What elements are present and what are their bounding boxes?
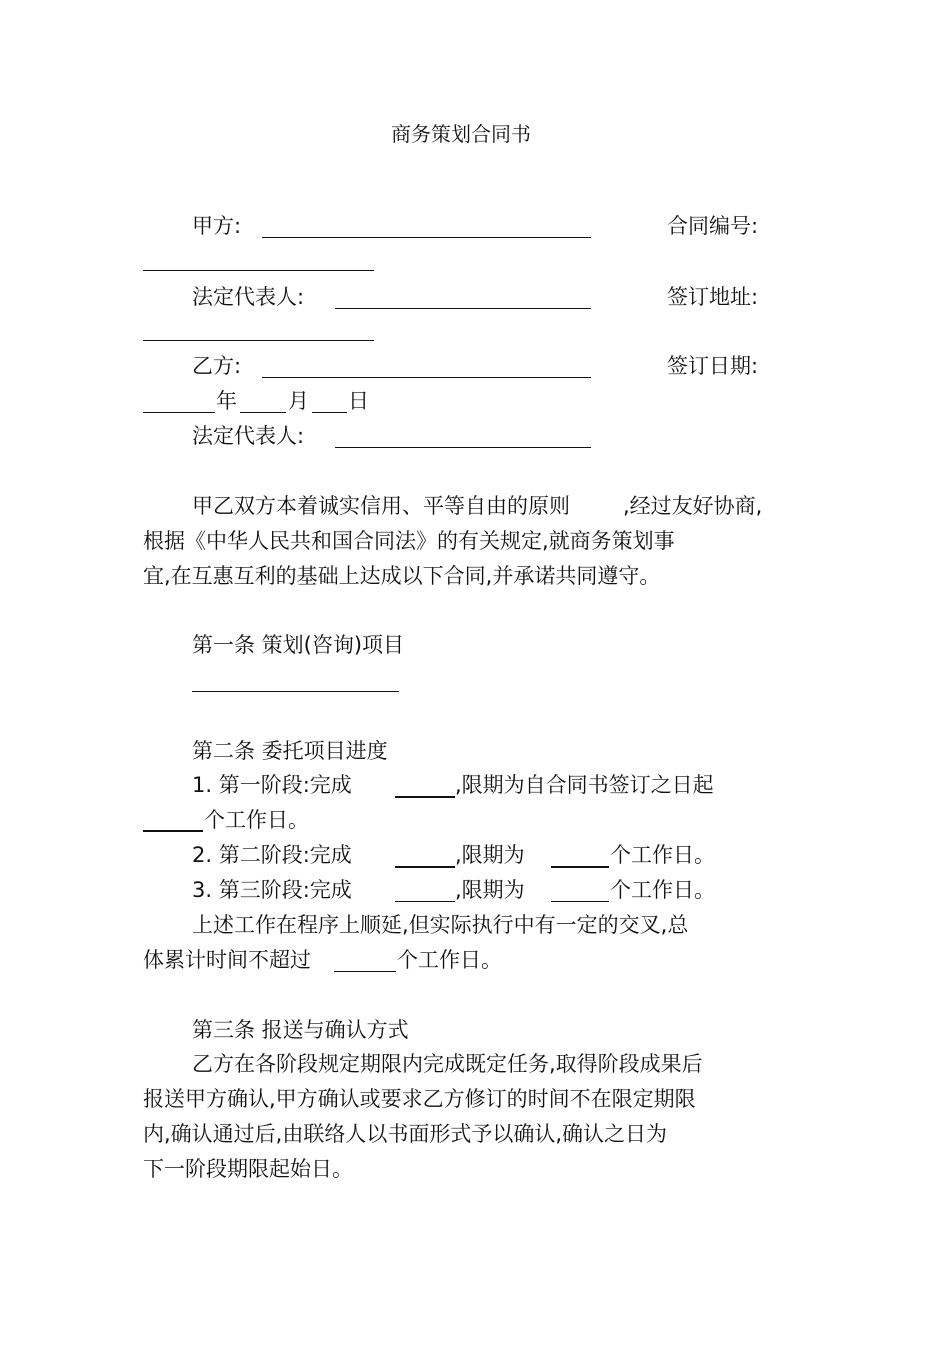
legal-rep-a-blank bbox=[335, 308, 591, 309]
stage-2-days-blank bbox=[551, 866, 609, 868]
article-1-blank bbox=[192, 691, 399, 692]
party-b-blank bbox=[262, 377, 591, 378]
stage-3-label: 3. 第三阶段:完成 bbox=[192, 878, 352, 902]
article-2-para-line-1: 上述工作在程序上顺延,但实际执行中有一定的交叉,总 bbox=[192, 913, 689, 937]
year-blank bbox=[143, 412, 215, 413]
stage-1-term: ,限期为自合同书签订之日起 bbox=[455, 773, 714, 797]
stage-2-task-blank bbox=[395, 866, 455, 868]
page-title: 商务策划合同书 bbox=[391, 122, 531, 146]
article-1-heading: 第一条 策划(咨询)项目 bbox=[192, 633, 405, 657]
legal-rep-b-blank bbox=[335, 447, 591, 448]
stage-1-task-blank bbox=[395, 796, 455, 798]
stage-1-days-label: 个工作日。 bbox=[204, 808, 309, 832]
intro-line-3: 宜,在互惠互利的基础上达成以下合同,并承诺共同遵守。 bbox=[143, 564, 661, 588]
stage-3-task-blank bbox=[395, 901, 455, 902]
sign-date-label: 签订日期: bbox=[667, 354, 759, 378]
article-3-line-2: 报送甲方确认,甲方确认或要求乙方修订的时间不在限定期限 bbox=[143, 1087, 696, 1111]
contract-no-blank bbox=[143, 270, 374, 271]
stage-2-label: 2. 第二阶段:完成 bbox=[192, 843, 352, 867]
intro-line-1b: ,经过友好协商, bbox=[623, 494, 763, 518]
total-days-label: 个工作日。 bbox=[397, 948, 502, 972]
stage-3-days-blank bbox=[551, 901, 609, 902]
month-blank bbox=[240, 412, 286, 413]
article-3-line-4: 下一阶段期限起始日。 bbox=[143, 1157, 353, 1181]
article-2-para-line-2: 体累计时间不超过 bbox=[143, 948, 311, 972]
article-3-line-1: 乙方在各阶段规定期限内完成既定任务,取得阶段成果后 bbox=[192, 1052, 703, 1076]
legal-rep-b-label: 法定代表人: bbox=[192, 424, 305, 448]
total-days-blank bbox=[334, 971, 396, 972]
legal-rep-a-label: 法定代表人: bbox=[192, 285, 305, 309]
stage-1-label: 1. 第一阶段:完成 bbox=[192, 773, 352, 797]
article-3-heading: 第三条 报送与确认方式 bbox=[192, 1018, 409, 1042]
party-a-blank bbox=[262, 237, 591, 238]
stage-2-days-label: 个工作日。 bbox=[610, 843, 715, 867]
intro-line-1a: 甲乙双方本着诚实信用、平等自由的原则 bbox=[192, 494, 570, 518]
contract-no-label: 合同编号: bbox=[667, 214, 759, 238]
month-label: 月 bbox=[288, 389, 309, 413]
stage-2-term: ,限期为 bbox=[455, 843, 525, 867]
article-3-line-3: 内,确认通过后,由联络人以书面形式予以确认,确认之日为 bbox=[143, 1122, 668, 1146]
party-b-label: 乙方: bbox=[192, 354, 242, 378]
stage-3-days-label: 个工作日。 bbox=[610, 878, 715, 902]
article-2-heading: 第二条 委托项目进度 bbox=[192, 739, 388, 763]
sign-place-blank bbox=[143, 340, 374, 341]
day-blank bbox=[312, 412, 347, 413]
sign-place-label: 签订地址: bbox=[667, 285, 759, 309]
stage-3-term: ,限期为 bbox=[455, 878, 525, 902]
year-label: 年 bbox=[216, 389, 237, 413]
day-label: 日 bbox=[348, 389, 369, 413]
stage-1-days-blank bbox=[143, 830, 203, 832]
party-a-label: 甲方: bbox=[192, 214, 242, 238]
intro-line-2: 根据《中华人民共和国合同法》的有关规定,就商务策划事 bbox=[143, 529, 675, 553]
